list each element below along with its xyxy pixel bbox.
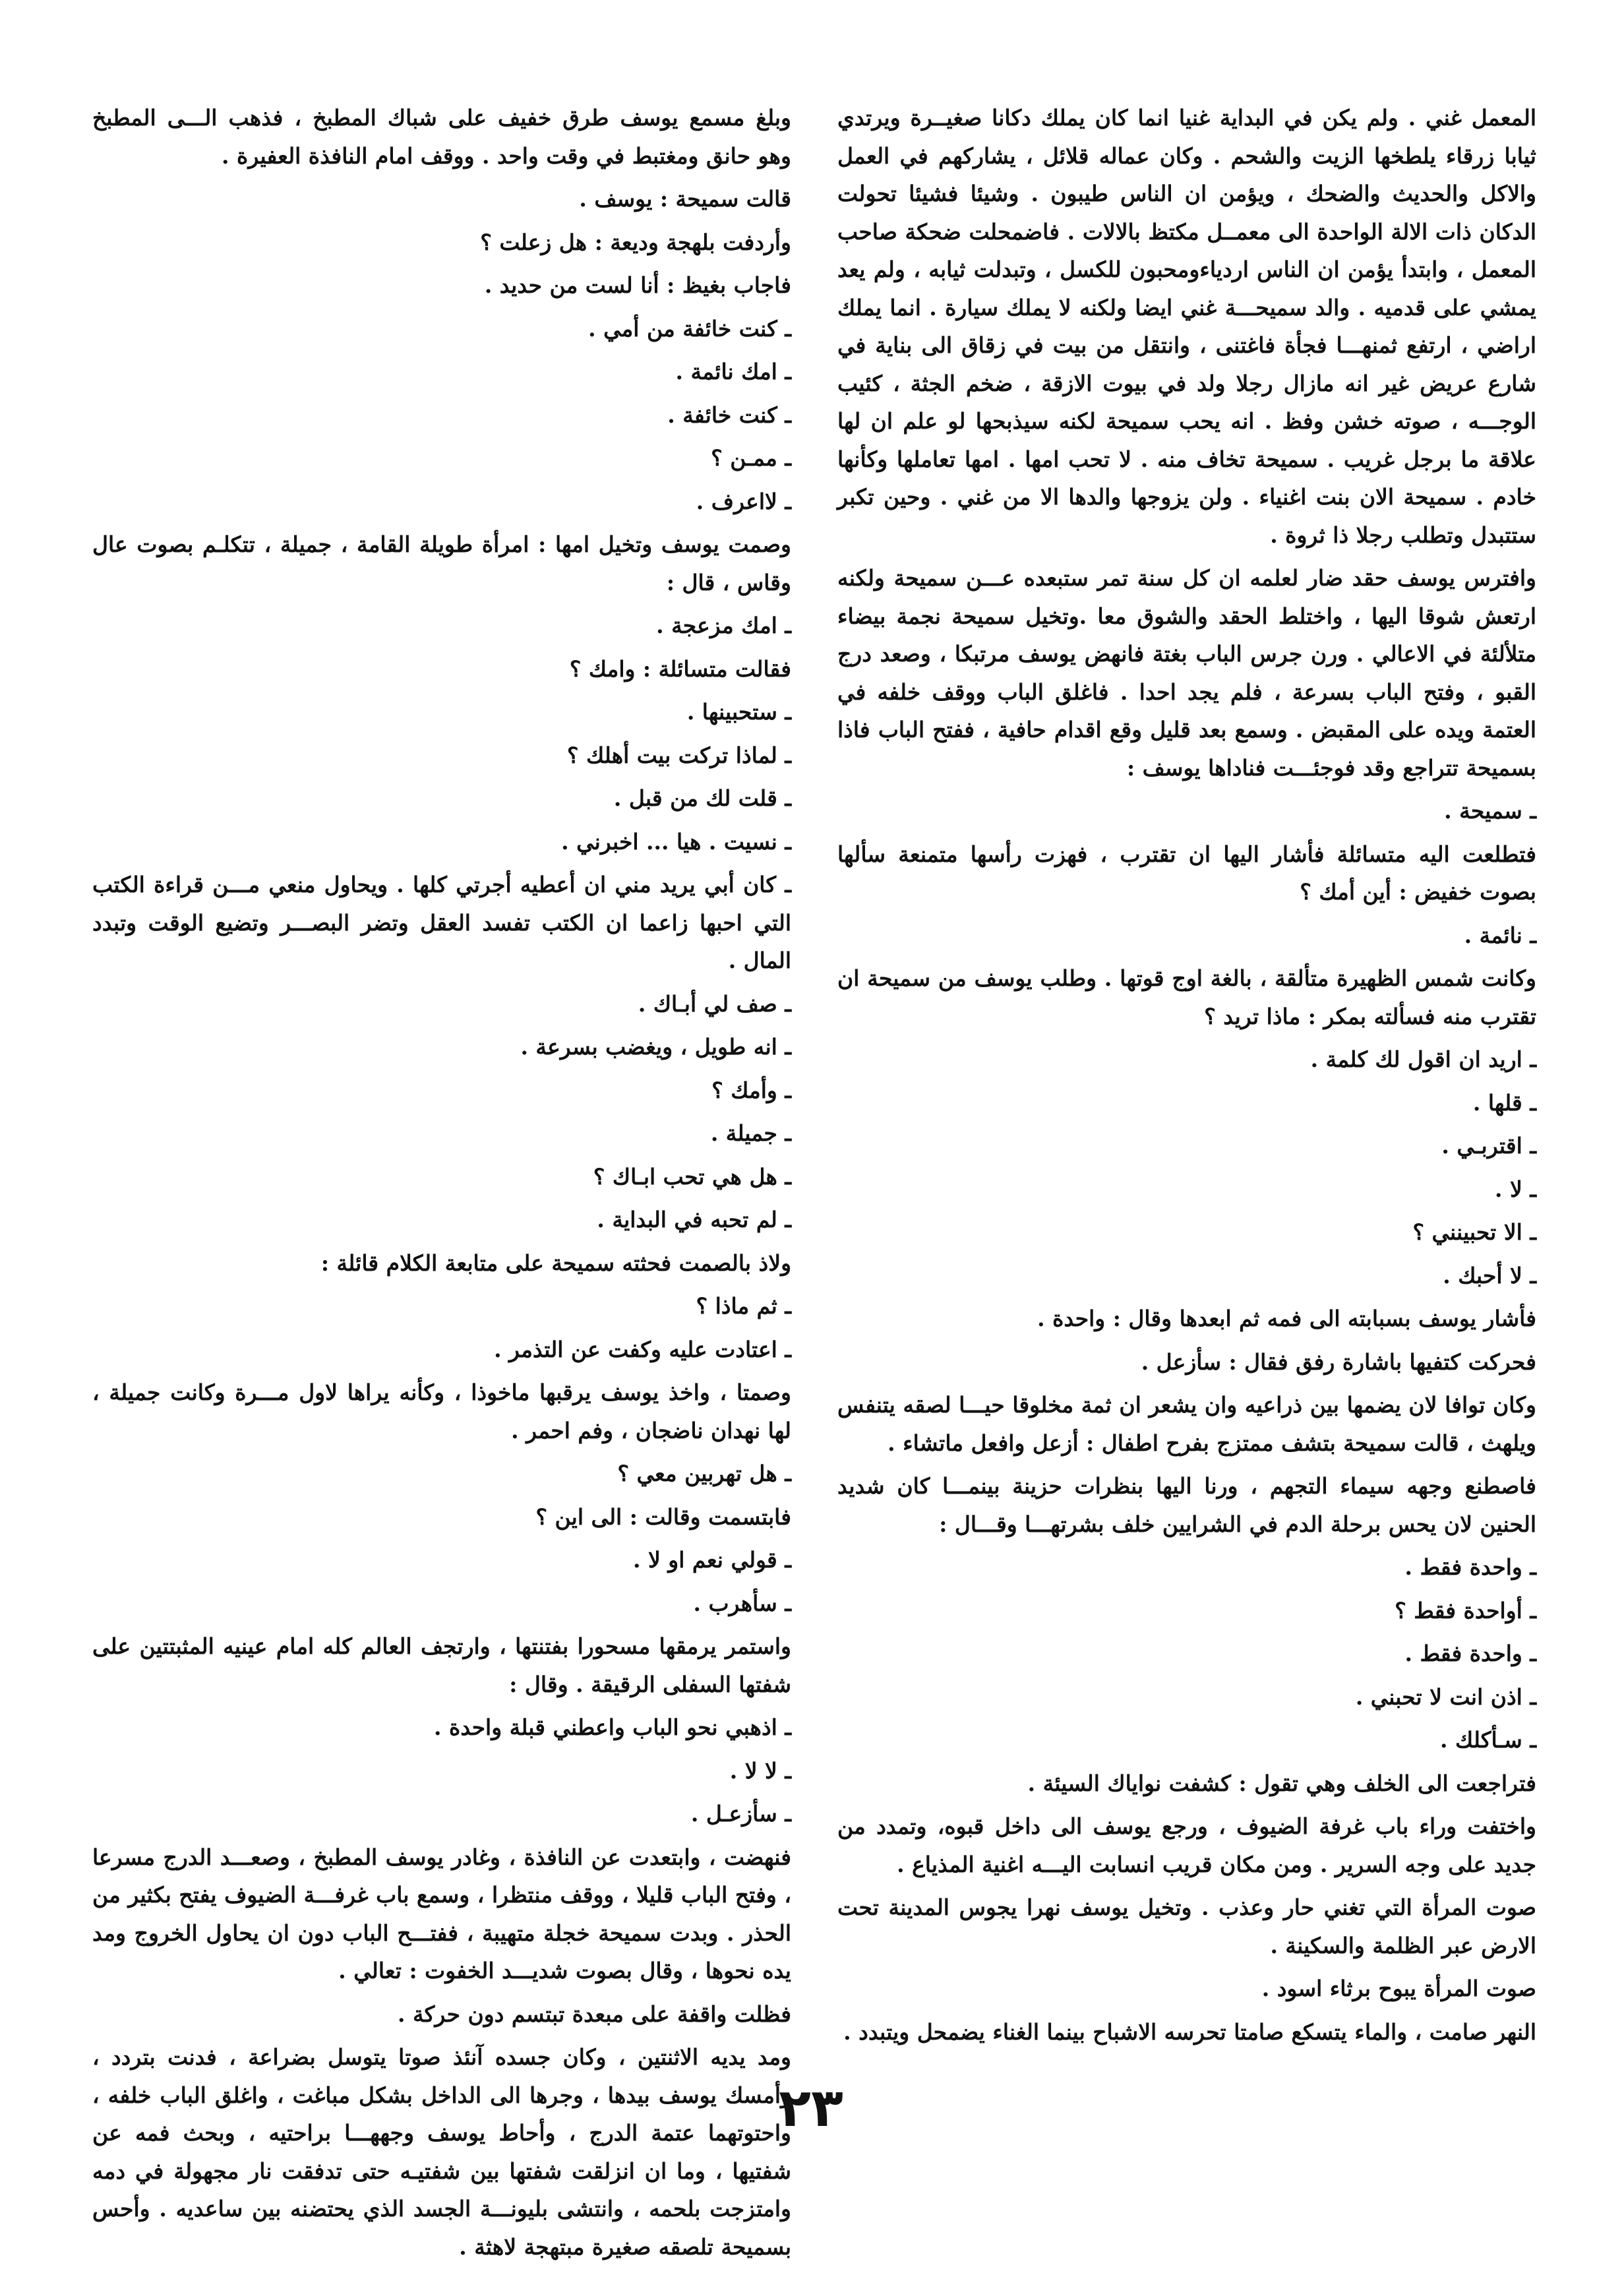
paragraph: فاصطنع وجهه سيماء التجهم ، ورنا اليها بنظرات حزينة بينمـــا كان شديد الحنين لان يحس برحلة الدم في الشرايين خلف بشرتهـــا وقـــال : [829,1473,1536,1537]
paragraph: فقالت متسائلة : وامك ؟ [569,655,791,682]
paragraph: ـ امك مزعجة . [656,613,791,638]
paragraph: ـ كنت خائفة . [667,402,791,428]
paragraph: ـ اريد ان اقول لك كلمة . [1310,1046,1536,1072]
paragraph: وأردفت بلهجة وديعة : هل زعلت ؟ [480,229,791,255]
paragraph: ـ واحدة فقط . [1404,1554,1536,1580]
page-number: ٢٣ [779,2077,843,2138]
paragraph: ـ سأزعـل . [690,1801,791,1827]
paragraph: ـ صف لي أبـاك . [638,990,791,1017]
paragraph: ـ سـأكلك . [1440,1727,1536,1753]
paragraph: ـ لم تحبه في البداية . [597,1207,791,1232]
paragraph: وبلغ مسمع يوسف طرق خفيف على شباك المطبخ ، فذهب الـــى المطبخ وهو حانق ومغتبط في وقت واحد . ووقف امام النافذة العفيرة . [84,105,791,169]
paragraph: فحركت كتفيها باشارة رفق فقال : سأزعل . [1141,1348,1536,1375]
paragraph: ـ هل هي تحب ابـاك ؟ [593,1163,791,1190]
paragraph: ـ لااعرف . [696,488,791,514]
paragraph: وكان توافا لان يضمها بين ذراعيه وان يشعر ان ثمة مخلوقا حيـــا لصقه يتنفس ويلهث ، قالت سميحة بتشف ممتزج بفرح اطفال : أزعل وافعل ماتشاء . [829,1392,1536,1456]
paragraph: ـ لا . [1495,1176,1536,1202]
paragraph: ـ نسيت . هيا ... اخبرني . [561,828,791,855]
paragraph: ولاذ بالصمت فحثته سميحة على متابعة الكلام قائلة : [320,1250,791,1276]
paragraph: ـ نائمة . [1464,922,1536,948]
paragraph: فتراجعت الى الخلف وهي تقول : كشفت نواياك السيئة . [1027,1770,1536,1796]
paragraph: ـ اذهبي نحو الباب واعطني قبلة واحدة . [434,1714,791,1740]
paragraph: ـ لا أحبك . [1443,1262,1536,1288]
paragraph: ـ امك نائمة . [675,359,791,384]
paragraph: ـ كان أبي يريد مني ان أعطيه أجرتي كلها . ويحاول منعي مـــن قراءة الكتب التي احبها زاعما ان الكتب تفسد العقل وتضر البصـــر وتضيع الوقت وتبدد المال . [84,872,791,973]
paragraph: ـ هل تهربين معي ؟ [617,1461,791,1486]
paragraph: فابتسمت وقالت : الى اين ؟ [535,1503,791,1530]
article-column-left [84,99,791,2271]
paragraph: ـ ستحبينها . [686,699,791,725]
paragraph: ـ جميلة . [710,1120,791,1146]
paragraph: ـ ممـن ؟ [711,445,791,471]
paragraph: فنهضت ، وابتعدت عن النافذة ، وغادر يوسف المطبخ ، وصعـــد الدرج مسرعا ، وفتح الباب قليلا ، ووقف منتظرا ، وسمع باب غرفـــة الضيوف يفتح بكثير من الحذر . وبدت سميحة خجلة متهيبة ، ففتـــح الباب دون ان يحاول الخروج ومد يده نحوها ، وقال بصوت شديـــد الخفوت : تعالي . [84,1844,791,1983]
paragraph: ـ كنت خائفة من أمي . [588,315,791,342]
paragraph: ـ سميحة . [1444,798,1536,824]
paragraph: وافترس يوسف حقد ضار لعلمه ان كل سنة تمر ستبعده عـــن سميحة ولكنه ارتعش شوقا اليها ، واختلط الحقد والشوق معا .وتخيل سميحة نجمة بيضاء متلألئة في الاعالي . ورن جرس الباب بغتة فانهض يوسف مرتبكا ، وصعد درج القبو ، وفتح الباب بسرعة ، فلم يجد احدا . فاغلق الباب ووقف خلفه في العتمة ويده على المقبض . وسمع بعد قليل وقع اقدام حافية ، ففتح الباب فاذا بسميحة تتراجع وقد فوجئـــت فناداها يوسف : [829,565,1536,781]
paragraph: ـ اذن انت لا تحبني . [1355,1683,1536,1710]
paragraph: فأشار يوسف بسبابته الى فمه ثم ابعدها وقال : واحدة . [1037,1306,1536,1331]
paragraph: المعمل غني . ولم يكن في البداية غنيا انما كان يملك دكانا صغيــرة ويرتدي ثيابا زرقاء يلطخها الزيت والشحم . وكان عماله قلائل ، يشاركهم في العمل والاكل والحديث والضحك ، ويؤمن ان الناس طيبون . وشيئا فشيئا تحولت الدكان ذات الالة الواحدة الى معمــل مكتظ بالالات . فاضمحلت ضحكة صاحب المعمل ، وابتدأ يؤمن ان الناس اردياءومحبون للكسل ، وتبدلت ثيابه ، ولم يعد يمشي على قدميه . والد سميحـــة غني ايضا ولكنه لا يملك سيارة . انما يملك اراضي ، ارتفع ثمنهـــا فجأة فاغتنى ، وانتقل من بيت في زقاق الى بناية في شارع عريض غير انه مازال رجلا ولد في بيوت الازقة ، ضخم الجثة ، كئيب الوجـــه ، صوته خشن وفظ . انه يحب سميحة لكنه سيذبحها لو علم ان لها علاقة ما برجل غريب . سميحة تخاف منه . لا تحب امها . امها تعاملها وكأنها خادم . سميحة الان بنت اغنياء . ولن يزوجها والدها الا من غني . وحين تكبر ستتبدل وتطلب رجلا ذا ثروة . [829,105,1537,548]
paragraph: ـ لا لا . [729,1757,791,1784]
paragraph: صوت المرأة يبوح برثاء اسود . [1261,1976,1536,2001]
paragraph: ـ لماذا تركت بيت أهلك ؟ [566,742,791,768]
paragraph: وكانت شمس الظهيرة متألقة ، بالغة اوج قوتها . وطلب يوسف من سميحة ان تقترب منه فسألته بمكر : ماذا تريد ؟ [829,965,1536,1029]
paragraph: ـ اعتادت عليه وكفت عن التذمر . [494,1336,791,1362]
paragraph: ـ أواحدة فقط ؟ [1395,1597,1536,1623]
paragraph: ـ قولي نعم او لا . [633,1547,791,1573]
paragraph: واستمر يرمقها مسحورا بفتنتها ، وارتجف العالم كله امام عينيه المثبتتين على شفتها السفلى الرقيقة . وقال : [84,1633,791,1697]
paragraph: ـ قلت لك من قبل . [613,785,791,811]
paragraph: فاجاب بغيظ : أنا لست من حديد . [484,272,791,298]
paragraph: فتطلعت اليه متسائلة فأشار اليها ان تقترب ، فهزت رأسها متمنعة سألها بصوت خفيض : أين أمك ؟ [829,841,1536,905]
paragraph: وصمت يوسف وتخيل امها : امرأة طويلة القامة ، جميلة ، تتكلـم بصوت عال وقاس ، قال : [84,531,791,595]
paragraph: ومد يديه الاثنتين ، وكان جسده آنئذ صوتا يتوسل بضراعة ، فدنت بتردد ، وأمسك يوسف بيدها ، وجرها الى الداخل بشكل مباغت ، واغلق الباب خلفه ، واحتوتهما عتمة الدرج ، وأحاط يوسف وجههـــا براحتيه ، وبحث فمه عن شفتيها ، وما ان انزلقت شفتها بين شفتيـه حتى تدفقت نار مجهولة في دمه وامتزجت بلحمه ، وانتشى بليونـــة الجسد الذي يحتضنه بين ساعديه . وأحس بسميحة تلصقه صغيرة مبتهجة لاهثة . [84,2044,791,2260]
paragraph: ـ واحدة فقط . [1404,1641,1536,1666]
paragraph: ـ اقتربـي . [1441,1133,1536,1159]
paragraph: ـ ثم ماذا ؟ [696,1293,791,1319]
paragraph: ـ انه طويل ، ويغضب بسرعة . [520,1034,791,1060]
paragraph: قالت سميحة : يوسف . [579,186,791,212]
paragraph: واختفت وراء باب غرفة الضيوف ، ورجع يوسف الى داخل قبوه، وتمدد من جديد على وجه السرير . ومن مكان قريب انسابت اليـــه اغنية المذياع . [829,1813,1536,1877]
article-column-right [829,99,1537,2056]
paragraph: ـ وأمك ؟ [711,1077,791,1103]
paragraph: وصمتا ، واخذ يوسف يرقبها ماخوذا ، وكأنه يراها لاول مـــرة وكانت جميلة ، لها نهدان ناضجان ، وفم احمر . [84,1379,791,1443]
paragraph: ـ الا تحبينني ؟ [1412,1219,1536,1245]
paragraph: صوت المرأة التي تغني حار وعذب . وتخيل يوسف نهرا يجوس المدينة تحت الارض عبر الظلمة والسكينة . [829,1894,1536,1958]
paragraph: ـ قلها . [1472,1089,1536,1116]
paragraph: فظلت واقفة على مبعدة تبتسم دون حركة . [397,2001,791,2027]
paragraph: النهر صامت ، والماء يتسكع صامتا تحرسه الاشباح بينما الغناء يضمحل ويتبدد . [843,2018,1536,2045]
paragraph: ـ سأهرب . [693,1590,791,1616]
